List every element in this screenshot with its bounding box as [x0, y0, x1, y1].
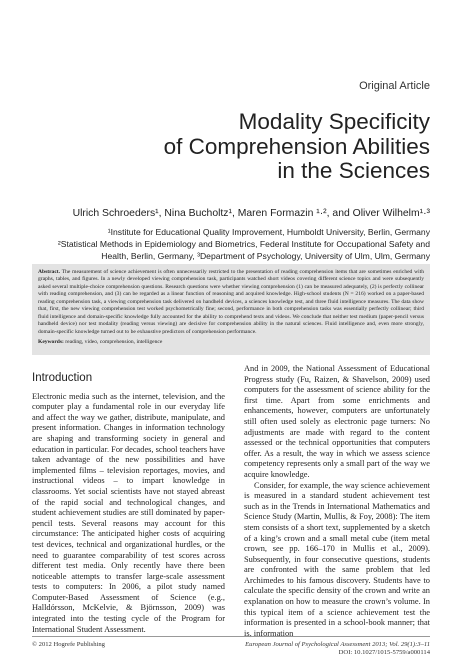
affiliation-line: ¹Institute for Educational Quality Improvement, Humboldt University, Berlin, Germany: [107, 227, 430, 237]
journal-info: [245, 641, 430, 649]
keywords-label: Keywords:: [38, 339, 64, 346]
doi: DOI: 10.1027/1015-5759/a000114: [338, 649, 430, 657]
footer-divider: [32, 636, 430, 637]
keywords-text: reading, video, comprehension, intelligence: [65, 339, 163, 346]
copyright: © 2012 Hogrefe Publishing: [32, 641, 105, 648]
right-column: [244, 364, 430, 639]
affiliations: [10, 226, 430, 263]
journal-citation: [245, 641, 430, 657]
title-line-1: Modality Specificity: [238, 109, 430, 134]
abstract-label: Abstract.: [38, 269, 61, 275]
abstract-body: [38, 269, 424, 336]
author-list: Ulrich Schroeders¹, Nina Bucholtz¹, Maren Formazin ¹·², and Oliver Wilhelm¹·³: [72, 208, 430, 219]
journal-name: European Journal of Psychological Assessment 2013; Vol. 29(1):3–11: [245, 641, 430, 648]
abstract-text: The measurement of science achievement is often unnecessarily restricted to the presentation of reading comprehension items that are sometimes enriched with graphs, tables, and figures. In a newly developed viewing comprehension task, participants watched short videos covering different science topics and were subsequently asked several multiple-choice comprehension questions. Research questions were whether viewing comprehension (1) can be measured adequately, (2) is perfectly collinear with reading comprehension, and (3) can be regarded as a linear function of reasoning and acquired knowledge. High-school students (N = 216) worked on a paper-based reading comprehension task, a viewing comprehension task delivered on handheld devices, a sciences knowledge test, and three fluid intelligence measures. The data show that, first, the new viewing comprehension test worked psychometrically fine; second, performance in both comprehension tasks was essentially perfectly collinear; third fluid intelligence and domain-specific knowledge fully accounted for the ability to comprehend texts and videos. We conclude that neither test medium (paper-pencil versus handheld device) nor test modality (reading versus viewing) are decisive for comprehension ability in the natural sciences. Fluid intelligence and, even more strongly, domain-specific knowledge turned out to be exhaustive predictors of comprehension performance.: [38, 269, 424, 335]
keywords: [38, 339, 424, 346]
abstract-box: [32, 264, 430, 355]
section-heading-introduction: Introduction: [32, 372, 93, 384]
paragraph: And in 2009, the National Assessment of Educational Progress study (Fu, Raizen, & Shavelson, 2009) used computers for the assessment of science ability for the first time. Apart from some enrichments and enhancements, however, computers are unfortunately still often used solely as electronic page turners: No adjustments are made with regard to the content assessed or the technical opportunities that computers offer. As a result, the way in which we assess science competency represents only a small part of the way we acquire knowledge.: [244, 364, 430, 479]
paragraph: Electronic media such as the internet, television, and the computer play a fundamental role in our everyday life and affect the way we gather, distribute, manipulate, and present information. Changes in information technology are shaping and transforming society in general and education in particular. For decades, school teachers have taken advantage of the new possibilities and have implemented films – television reportages, movies, and instructional videos – to impart knowledge in classrooms. Yet social scientists have not stayed abreast of the rapid social and technological changes, and student achievement studies are still dominated by paper-pencil tests. Several reasons may account for this circumstance: The anticipated higher costs of acquiring test devices, technical and organizational hurdles, or the need to guarantee comparability of test scores across different test media. Only recently have there been noticeable attempts to transfer large-scale assessment tests to computers: In 2006, a pilot study named Computer-Based Assessment of Science (e.g., Halldórsson, McKelvie, & Björnsson, 2009) was integrated into the testing cycle of the Program for International Student Assessment.: [32, 391, 225, 634]
title-line-3: in the Sciences: [277, 158, 430, 183]
affiliation-line: Health, Berlin, Germany, ³Department of Psychology, University of Ulm, Ulm, Germany: [101, 251, 430, 262]
article-title: [70, 110, 430, 184]
paragraph: Consider, for example, the way science achievement is measured in a standard student achievement test such as in the Trends in International Mathematics and Science Study (Martin, Mullis, & Foy, 2008): The item stem consists of a short text, supplemented by a sketch of a king’s crown and a small metal cube (item metal crown, see pp. 166–170 in Mullis et al., 2009). Subsequently, in four consecutive questions, students are confronted with the same problem that led Archimedes to his famous discovery. Students have to calculate the specific density of the crown and write an explanation on how to measure the crown’s volume. In this typical item of a science achievement test the information is presented in a school-book manner; that is, information: [244, 480, 430, 638]
article-type: Original Article: [359, 80, 430, 92]
affiliation-line: ²Statistical Methods in Epidemiology and Biometrics, Federal Institute for Occupational Safety and: [57, 239, 430, 250]
title-line-2: of Comprehension Abilities: [163, 133, 430, 159]
left-column: [32, 373, 225, 635]
